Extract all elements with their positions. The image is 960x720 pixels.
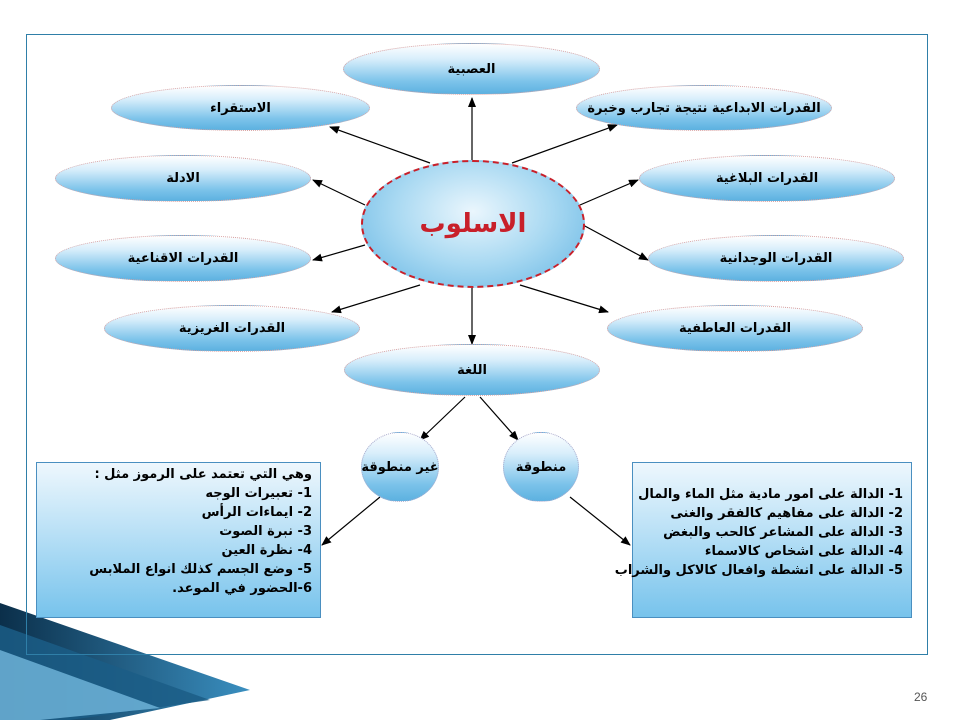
node-mid-left-2-label: القدرات الاقناعية <box>127 251 239 266</box>
node-mid-right-1 <box>639 155 895 202</box>
node-lower-right <box>607 305 863 352</box>
non-verbal-line: 2- ايماءات الرأس <box>201 505 312 520</box>
slide-number: 26 <box>914 690 928 704</box>
arrow-to-verbal <box>480 397 518 440</box>
node-mid-right-2-label: القدرات الوجدانية <box>719 251 833 266</box>
arrow-to-lower-right <box>520 285 608 312</box>
non-verbal-examples-box <box>36 462 321 618</box>
node-mid-left-1-label: الادلة <box>166 171 200 186</box>
node-lower-left-label: القدرات الغريزية <box>178 321 286 336</box>
node-lower-right-label: القدرات العاطفية <box>678 321 792 336</box>
non-verbal-line: 1- تعبيرات الوجه <box>205 486 312 501</box>
arrow-to-upper-right <box>512 125 617 163</box>
non-verbal-line: 4- نظرة العين <box>221 543 312 558</box>
arrow-to-lower-left <box>332 285 420 312</box>
node-top-label: العصبية <box>447 61 496 77</box>
node-upper-right <box>576 85 832 131</box>
arrow-to-upper-left <box>330 127 430 163</box>
verbal-line: 5- الدالة على انشطة وافعال كالاكل والشراب <box>614 563 903 578</box>
verbal-examples-box <box>614 462 912 618</box>
node-mid-left-1 <box>55 155 311 202</box>
verbal-line: 2- الدالة على مفاهيم كالفقر والغنى <box>670 506 903 521</box>
verbal-line: 1- الدالة على امور مادية مثل الماء والمال <box>638 487 903 502</box>
central-node <box>361 160 585 288</box>
verbal-line: 4- الدالة على اشخاص كالاسماء <box>704 544 903 559</box>
node-upper-right-label: القدرات الابداعية نتيجة تجارب وخبرة <box>587 100 821 116</box>
node-bottom <box>344 344 600 396</box>
non-verbal-line: وهي التي تعتمد على الرموز مثل : <box>94 467 312 482</box>
non-verbal-line: 6-الحضور في الموعد. <box>172 581 312 596</box>
node-mid-right-2 <box>648 235 904 282</box>
node-upper-left <box>111 85 370 131</box>
arrow-to-non-verbal <box>420 397 465 440</box>
central-node-label: الاسلوب <box>419 209 527 239</box>
branch-verbal-label: منطوقة <box>515 459 567 475</box>
branch-non-verbal-label: غير منطوقة <box>361 459 439 475</box>
arrow-to-mid-left-1 <box>313 180 365 205</box>
node-mid-right-1-label: القدرات البلاغية <box>715 171 819 186</box>
branch-verbal <box>503 432 579 502</box>
non-verbal-line: 5- وضع الجسم كذلك انواع الملابس <box>89 562 312 577</box>
branch-non-verbal <box>361 432 439 502</box>
arrow-to-non-verbal-box <box>322 497 380 545</box>
node-lower-left <box>104 305 360 352</box>
node-top <box>343 43 600 95</box>
node-bottom-label: اللغة <box>457 362 487 378</box>
arrow-to-verbal-box <box>570 497 630 545</box>
arrow-to-mid-right-2 <box>583 225 648 260</box>
non-verbal-line: 3- نبرة الصوت <box>219 524 312 539</box>
arrow-to-mid-right-1 <box>580 180 638 205</box>
node-upper-left-label: الاستقراء <box>210 100 271 116</box>
arrow-to-mid-left-2 <box>313 245 365 260</box>
node-mid-left-2 <box>55 235 311 282</box>
verbal-line: 3- الدالة على المشاعر كالحب والبغض <box>663 525 903 540</box>
